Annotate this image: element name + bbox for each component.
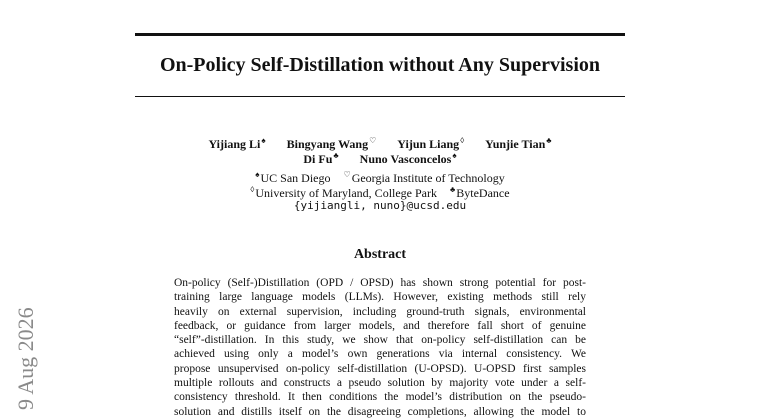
title-bottom-rule <box>135 96 625 97</box>
author: Yijiang Li♠ <box>208 136 266 151</box>
abstract-line: solution and distills itself on the disagreeing completions, allowing the model to <box>174 405 586 418</box>
affiliation: ♠UC San Diego <box>255 170 331 185</box>
abstract-heading: Abstract <box>353 247 407 262</box>
author: Yijun Liang◊ <box>397 136 465 151</box>
abstract-line: training large language models (LLMs). However, existing methods still rely <box>174 291 586 304</box>
paper-title: On-Policy Self-Distillation without Any Supervision <box>159 54 601 76</box>
author: Bingyang Wang♡ <box>286 136 377 151</box>
abstract-line: propose unsupervised on-policy self-distillation (U-OPSD). U-OPSD first samples <box>174 362 586 375</box>
arxiv-side-stamp: 9 Aug 2026 <box>13 307 38 410</box>
abstract-line: consistency threshold. It then conditions the model’s distribution on the pseudo- <box>174 391 586 404</box>
affiliation: ♣ByteDance <box>450 185 510 200</box>
abstract-line: multiple rollouts and constructs a pseudo solution by majority vote under a self- <box>174 377 586 390</box>
author: Nuno Vasconcelos♠ <box>359 151 457 166</box>
affiliation: ♡Georgia Institute of Technology <box>343 170 505 185</box>
abstract-line: “self”-distillation. In this study, we show that on-policy self-distillation can be <box>174 334 586 347</box>
authors-line-2 <box>135 148 625 167</box>
abstract-line: achieved using only a model’s own generations via internal consistency. We <box>174 348 586 361</box>
abstract-line: On-policy (Self-)Distillation (OPD / OPSD) has shown strong potential for post- <box>174 277 586 289</box>
affiliation: ◊University of Maryland, College Park <box>250 185 438 200</box>
title-top-rule <box>135 33 625 36</box>
author: Di Fu♣ <box>303 151 339 166</box>
abstract-line: feedback, or guidance from larger models, and therefore fall short of genuine <box>174 319 586 332</box>
author: Yunjie Tian♣ <box>485 136 552 151</box>
abstract-line: heavily on external supervision, including ground-truth signals, environmental <box>174 305 586 318</box>
abstract-body <box>174 276 586 419</box>
contact-email: {yijiangli, nuno}@ucsd.edu <box>293 199 467 212</box>
